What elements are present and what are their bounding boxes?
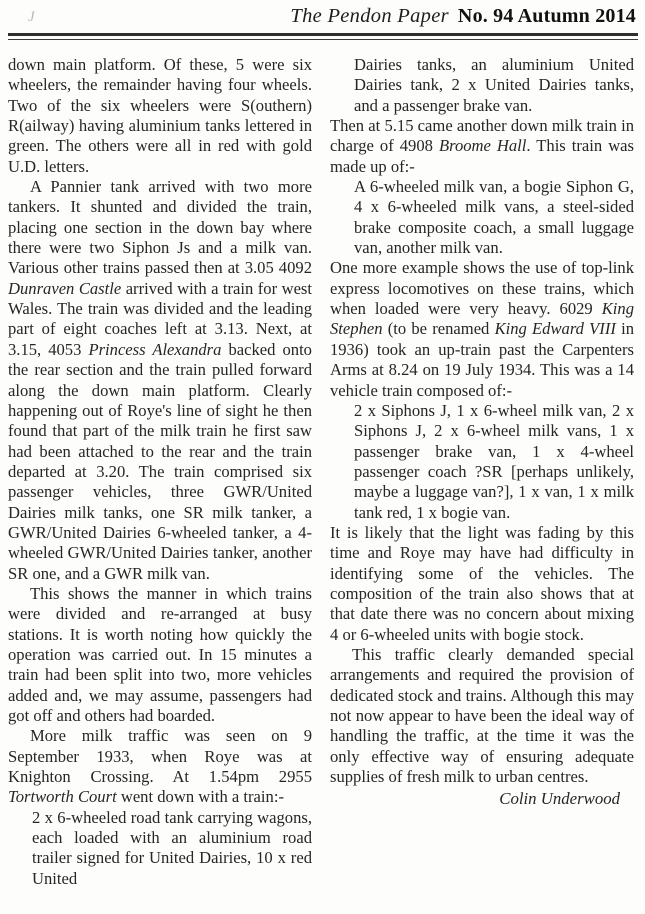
paragraph-more-milk [8,726,312,807]
paragraph-continued: down main platform. Of these, 5 were six wheelers, the remainder having four wheels. Two of the six wheelers were S(outhern) R(ailway) having aluminium tanks lettered in green. The others were all in red with gold U.D. letters. [8,55,312,176]
paragraph-light-fading: It is likely that the light was fading by this time and Roye may have had difficulty in identifying some of the vehicles. The composition of the train also shows that at that date there was no concern about mixing 4 or 6-wheeled units with bogie stock. [330,522,634,644]
train-consist-list-end: Dairies tanks, an aluminium United Dairies tank, 2 x United Dairies tanks, and a passenger brake van. [354,55,634,115]
journal-name: The Pendon Paper [290,5,449,27]
paragraph-this-shows: This shows the manner in which trains were divided and re-arranged at busy stations. It is worth noting how quickly the operation was carried out. In 15 minutes a train had been split into two, more vehicles added and, we may assume, passengers had got off and others had boarded. [8,583,312,725]
two-column-body [0,55,645,914]
text-run: in 1936) took an up-train past the Carpenters Arms at 8.24 on 19 July 1934. This was a 14 vehicle train composed of:- [330,319,634,400]
paragraph-then-at-515 [330,116,634,177]
loco-name-tortworth-court: Tortworth Court [8,787,117,807]
loco-name-dunraven-castle: Dunraven Castle [8,278,122,298]
left-column [8,55,312,914]
page-header [0,0,645,48]
train-consist-list-start: 2 x 6-wheeled road tank carrying wagons, each loaded with an aluminium road trailer signed for United Dairies, 10 x red United [32,807,312,888]
loco-name-broome-hall: Broome Hall [438,136,527,156]
author-signature: Colin Underwood [499,789,620,809]
text-run: went down with a train:- [116,787,284,807]
paragraph-traffic-conclusion: This traffic clearly demanded special arrangements and required the provision of dedicated stock and trains. Although this may not now appear to have been the ideal way of handling the traffic, at the time it was the only effective way of ensuring adequate supplies of fresh milk to urban centres. [330,644,634,787]
text-run: Then at 5.15 came another down milk train in charge of 4908 [330,116,634,156]
right-column [330,55,634,914]
header-rule-thin [8,39,638,40]
text-run: backed onto the rear section and the train pulled forward along the down main platform. Clearly happening out of Roye's line of sight he then found that part of the milk train he first saw had been attached to the rear and the train departed at 3.20. The train comprised six passenger vehicles, three GWR/United Dairies milk tanks, one SR milk tanker, a GWR/United Dairies 6-wheeled tanker, a 4-wheeled GWR/United Dairies tanker, another SR one, and a GWR milk van. [8,339,312,583]
train-consist-broome-hall: A 6-wheeled milk van, a bogie Siphon G, 4 x 6-wheeled milk vans, a steel-sided brake composite coach, a small luggage van, another milk van. [354,177,634,258]
issue-info: No. 94 Autumn 2014 [457,5,636,27]
loco-name-princess-alexandra: Princess Alexandra [88,339,222,359]
text-run: One more example shows the use of top-link express locomotives on these trains, which when loaded were very heavy. 6029 [330,258,634,319]
text-run: More milk traffic was seen on 9 September 1933, when Roye was at Knighton Crossing. At 1.54pm 2955 [8,726,312,787]
masthead-title [290,5,636,28]
paragraph-pannier-tank [8,177,312,584]
paragraph-one-more-example [330,258,634,400]
loco-name-king-edward-viii: King Edward VIII [494,319,616,339]
scan-artifact-mark: J [28,9,35,25]
text-run: (to be renamed [382,319,495,339]
train-consist-king-stephen: 2 x Siphons J, 1 x 6-wheel milk van, 2 x Siphons J, 2 x 6-wheel milk vans, 1 x passenger brake van, 1 x 4-wheel passenger coach ?SR [perhaps unlikely, maybe a luggage van?], 1 x van, 1 x milk tank red, 1 x bogie van. [354,400,634,522]
header-rule-thick [8,33,638,36]
text-run: . This train was made up of:- [330,136,635,176]
text-run: arrived with a train for west Wales. The train was divided and the leading part of eight coaches left at 3.13. Next, at 3.15, 4053 [8,278,312,359]
text-run: A Pannier tank arrived with two more tankers. It shunted and divided the train, placing one section in the down bay where there were two Siphon Js and a milk van. Various other trains passed then at 3.05 4092 [8,177,312,278]
loco-name-king-stephen: King Stephen [330,299,634,339]
